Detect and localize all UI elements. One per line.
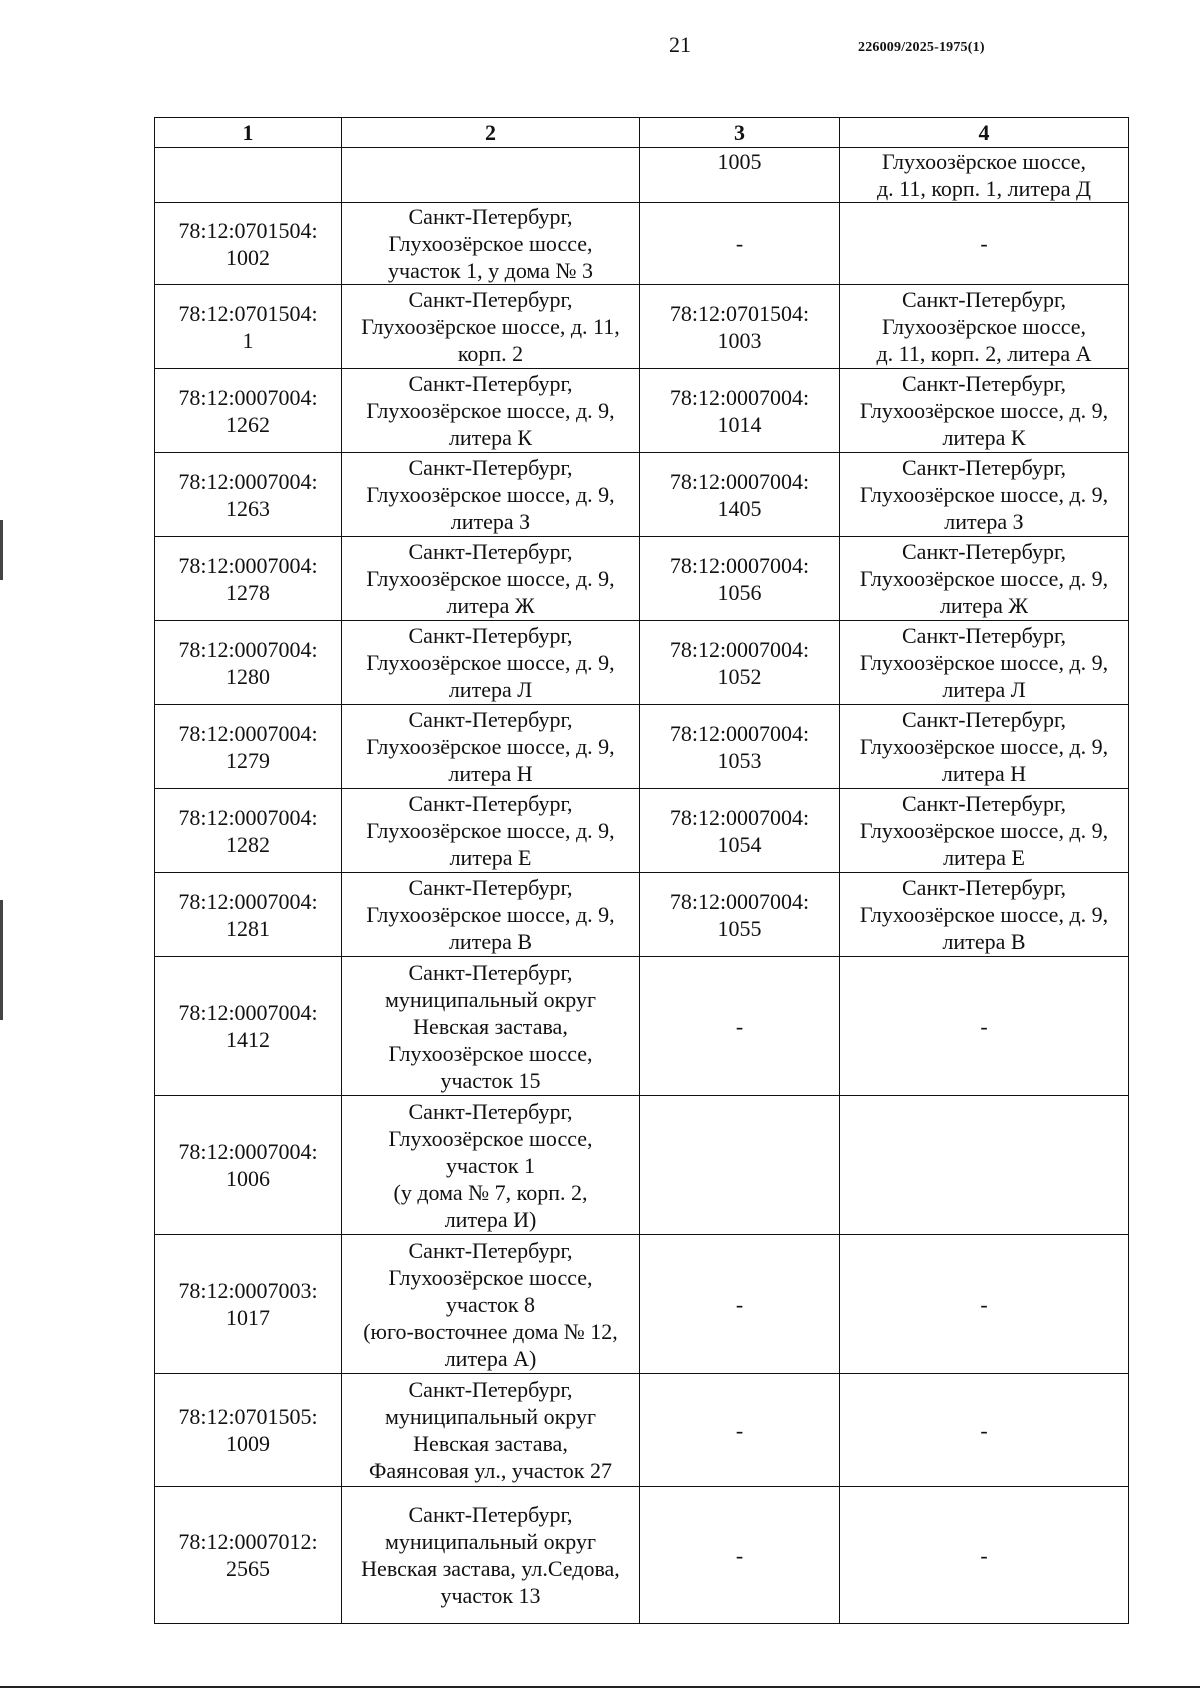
table-cell: 78:12:0007003: 1017 bbox=[155, 1235, 342, 1374]
table-row bbox=[155, 1096, 1129, 1235]
table-cell: 1005 bbox=[640, 148, 840, 203]
scan-bottom-rule bbox=[0, 1686, 1200, 1688]
table-row bbox=[155, 203, 1129, 285]
table-cell: Санкт-Петербург, муниципальный округ Невская застава, Фаянсовая ул., участок 27 bbox=[342, 1374, 640, 1487]
table-cell: Санкт-Петербург, Глухоозёрское шоссе, д. 9, литера В bbox=[342, 873, 640, 957]
table-cell: Санкт-Петербург, Глухоозёрское шоссе, д. 9, литера Ж bbox=[342, 537, 640, 621]
table-cell: 78:12:0007004: 1055 bbox=[640, 873, 840, 957]
table-cell: 78:12:0007004: 1279 bbox=[155, 705, 342, 789]
page-number: 21 bbox=[669, 32, 691, 57]
table-row bbox=[155, 1487, 1129, 1624]
table-cell: Санкт-Петербург, Глухоозёрское шоссе, д. 9, литера Ж bbox=[840, 537, 1129, 621]
table-cell: Санкт-Петербург, муниципальный округ Невская застава, Глухоозёрское шоссе, участок 15 bbox=[342, 957, 640, 1096]
table-cell bbox=[342, 148, 640, 203]
table-cell: 78:12:0007004: 1054 bbox=[640, 789, 840, 873]
table-row bbox=[155, 1235, 1129, 1374]
table-cell bbox=[640, 1096, 840, 1235]
table-cell: - bbox=[840, 1235, 1129, 1374]
table-row bbox=[155, 957, 1129, 1096]
table-cell: Санкт-Петербург, Глухоозёрское шоссе, д. 9, литера З bbox=[342, 453, 640, 537]
table-cell: - bbox=[640, 957, 840, 1096]
table-cell: 78:12:0701504: 1 bbox=[155, 285, 342, 369]
table-cell: Санкт-Петербург, Глухоозёрское шоссе, д. 9, литера В bbox=[840, 873, 1129, 957]
table-cell: 78:12:0007004: 1405 bbox=[640, 453, 840, 537]
table-row bbox=[155, 789, 1129, 873]
table-row bbox=[155, 537, 1129, 621]
column-header-3: 3 bbox=[640, 118, 840, 148]
table-header-row bbox=[155, 118, 1129, 148]
table-cell: - bbox=[640, 1487, 840, 1624]
table-cell: Санкт-Петербург, Глухоозёрское шоссе, д. 9, литера Л bbox=[840, 621, 1129, 705]
table-cell: Санкт-Петербург, Глухоозёрское шоссе, д. 9, литера К bbox=[342, 369, 640, 453]
table-row bbox=[155, 1374, 1129, 1487]
table-cell: - bbox=[840, 957, 1129, 1096]
table-cell: 78:12:0007004: 1006 bbox=[155, 1096, 342, 1235]
table-cell: Санкт-Петербург, Глухоозёрское шоссе, д. 9, литера Н bbox=[840, 705, 1129, 789]
table-cell: - bbox=[840, 203, 1129, 285]
table-cell: 78:12:0007004: 1014 bbox=[640, 369, 840, 453]
table-cell: 78:12:0007004: 1412 bbox=[155, 957, 342, 1096]
table-cell: 78:12:0007004: 1053 bbox=[640, 705, 840, 789]
table-cell: Санкт-Петербург, Глухоозёрское шоссе, д. 9, литера З bbox=[840, 453, 1129, 537]
table-cell: Санкт-Петербург, Глухоозёрское шоссе, д. 9, литера Е bbox=[342, 789, 640, 873]
table-cell: - bbox=[840, 1374, 1129, 1487]
column-header-1: 1 bbox=[155, 118, 342, 148]
table-cell: 78:12:0007012: 2565 bbox=[155, 1487, 342, 1624]
table-cell: - bbox=[640, 1235, 840, 1374]
table-cell bbox=[155, 148, 342, 203]
scan-edge-mark bbox=[0, 900, 3, 1020]
table-cell: - bbox=[640, 1374, 840, 1487]
table-row bbox=[155, 453, 1129, 537]
table-cell: 78:12:0701504: 1002 bbox=[155, 203, 342, 285]
table-cell: 78:12:0007004: 1281 bbox=[155, 873, 342, 957]
table-cell: 78:12:0701504: 1003 bbox=[640, 285, 840, 369]
table-cell: - bbox=[840, 1487, 1129, 1624]
table-cell: Глухоозёрское шоссе, д. 11, корп. 1, литера Д bbox=[840, 148, 1129, 203]
table-cell: Санкт-Петербург, муниципальный округ Невская застава, ул.Седова, участок 13 bbox=[342, 1487, 640, 1624]
table-row bbox=[155, 285, 1129, 369]
table-cell bbox=[840, 1096, 1129, 1235]
table-cell: - bbox=[640, 203, 840, 285]
table-cell: Санкт-Петербург, Глухоозёрское шоссе, участок 8 (юго-восточнее дома № 12, литера А) bbox=[342, 1235, 640, 1374]
table-cell: Санкт-Петербург, Глухоозёрское шоссе, участок 1 (у дома № 7, корп. 2, литера И) bbox=[342, 1096, 640, 1235]
table-cell: Санкт-Петербург, Глухоозёрское шоссе, д. 9, литера Е bbox=[840, 789, 1129, 873]
table-cell: 78:12:0007004: 1262 bbox=[155, 369, 342, 453]
table-cell: Санкт-Петербург, Глухоозёрское шоссе, д. 11, корп. 2, литера А bbox=[840, 285, 1129, 369]
table-row bbox=[155, 148, 1129, 203]
scan-edge-mark bbox=[0, 520, 3, 580]
table-row bbox=[155, 369, 1129, 453]
table-cell: 78:12:0007004: 1056 bbox=[640, 537, 840, 621]
table-cell: 78:12:0007004: 1278 bbox=[155, 537, 342, 621]
cadastral-table bbox=[154, 117, 1129, 1624]
table-cell: 78:12:0007004: 1052 bbox=[640, 621, 840, 705]
column-header-4: 4 bbox=[840, 118, 1129, 148]
table-cell: Санкт-Петербург, Глухоозёрское шоссе, д. 9, литера Н bbox=[342, 705, 640, 789]
column-header-2: 2 bbox=[342, 118, 640, 148]
table-row bbox=[155, 873, 1129, 957]
document-id: 226009/2025-1975(1) bbox=[858, 40, 985, 55]
table-cell: Санкт-Петербург, Глухоозёрское шоссе, д. 9, литера Л bbox=[342, 621, 640, 705]
table-cell: 78:12:0007004: 1263 bbox=[155, 453, 342, 537]
table-row bbox=[155, 621, 1129, 705]
table-cell: 78:12:0701505: 1009 bbox=[155, 1374, 342, 1487]
table-cell: Санкт-Петербург, Глухоозёрское шоссе, участок 1, у дома № 3 bbox=[342, 203, 640, 285]
table-cell: Санкт-Петербург, Глухоозёрское шоссе, д. 9, литера К bbox=[840, 369, 1129, 453]
table-cell: 78:12:0007004: 1280 bbox=[155, 621, 342, 705]
table-cell: 78:12:0007004: 1282 bbox=[155, 789, 342, 873]
table-cell: Санкт-Петербург, Глухоозёрское шоссе, д. 11, корп. 2 bbox=[342, 285, 640, 369]
table-row bbox=[155, 705, 1129, 789]
